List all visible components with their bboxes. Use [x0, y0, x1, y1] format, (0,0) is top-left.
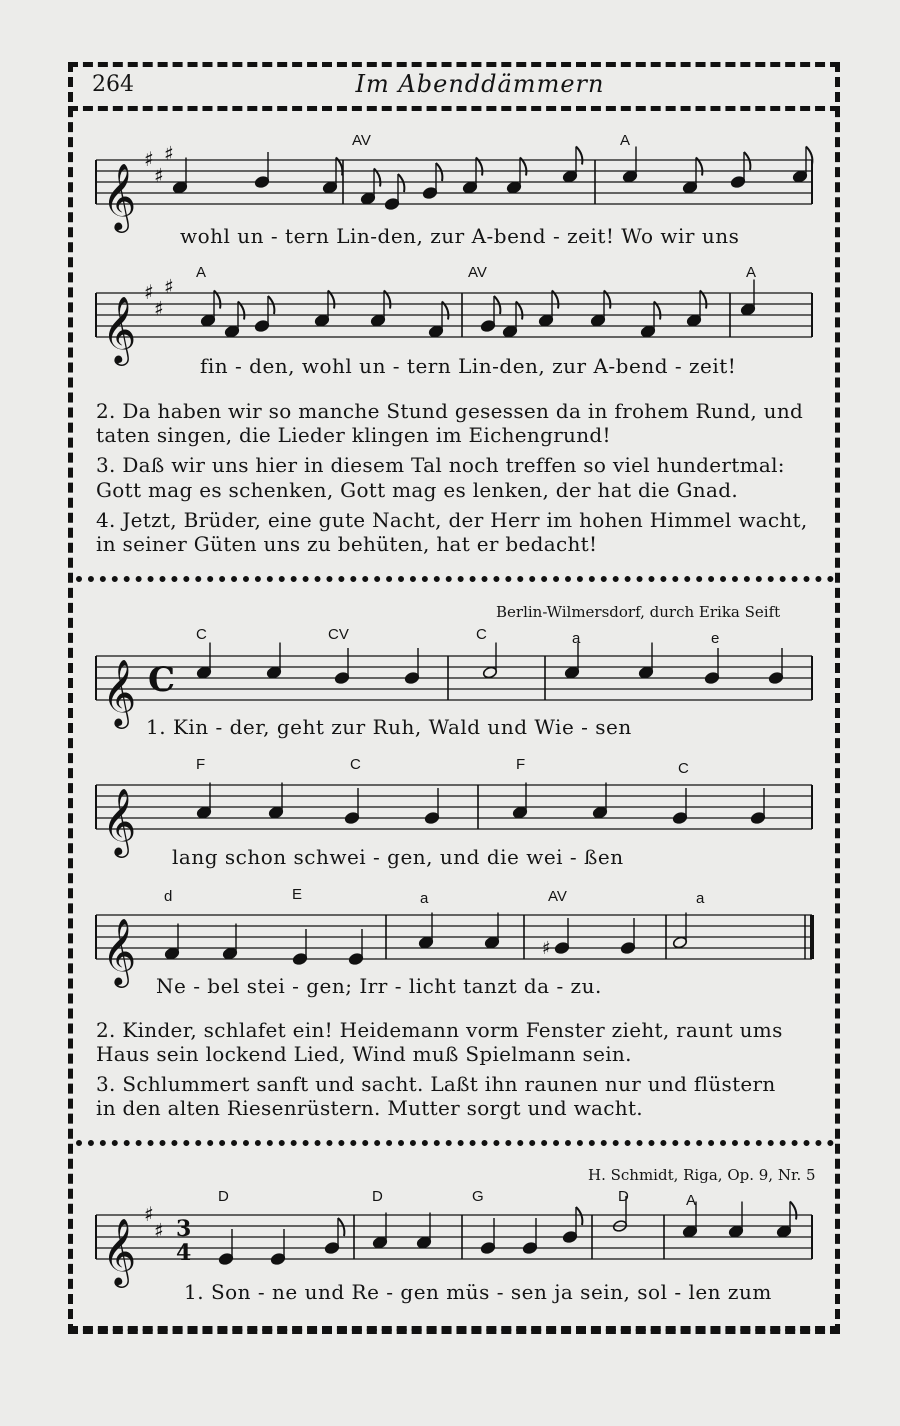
- verse-text: 2. Kinder, schlafet ein! Heidemann vorm Fenster zieht, raunt ums: [96, 1018, 783, 1042]
- chord-label: a: [420, 890, 429, 907]
- verse-text: Haus sein lockend Lied, Wind muß Spielmann sein.: [96, 1042, 632, 1066]
- chord-label: A: [746, 264, 757, 281]
- lyrics-line: 1. Son - ne und Re - gen müs - sen ja sein, sol - len zum: [184, 1280, 772, 1304]
- chord-label: AV: [352, 132, 371, 149]
- chord-label: d: [164, 888, 173, 905]
- verse-text: 4. Jetzt, Brüder, eine gute Nacht, der Herr im hohen Himmel wacht,: [96, 508, 808, 532]
- treble-clef-icon: 𝄞: [102, 658, 137, 726]
- chord-label: G: [472, 1188, 484, 1205]
- lyrics-line: wohl un - tern Lin-den, zur A-bend - zeit! Wo wir uns: [180, 224, 740, 248]
- verse-text: Gott mag es schenken, Gott mag es lenken, der hat die Gnad.: [96, 478, 738, 502]
- note-flag: [338, 1218, 344, 1236]
- treble-clef-icon: 𝄞: [102, 295, 137, 363]
- chord-label: AV: [548, 888, 567, 905]
- sharp-icon: ♯: [144, 147, 154, 171]
- sharp-icon: ♯: [164, 274, 174, 299]
- verse-text: 3. Schlummert sanft und sacht. Laßt ihn raunen nur und flüstern: [96, 1072, 776, 1096]
- sharp-icon: ♯: [164, 141, 174, 166]
- verse-text: in seiner Güten uns zu behüten, hat er bedacht!: [96, 532, 598, 556]
- note-flag: [790, 1202, 796, 1220]
- lyrics-line: Ne - bel stei - gen; Irr - licht tanzt da - zu.: [156, 974, 602, 998]
- treble-clef-icon: 𝄞: [102, 1217, 137, 1285]
- chord-label: C: [678, 760, 689, 777]
- page-number: 264: [92, 72, 134, 97]
- chord-label: C: [476, 626, 487, 643]
- running-title: Im Abenddämmern: [355, 70, 605, 98]
- sharp-icon: ♯: [144, 1202, 154, 1226]
- chord-label: E: [292, 886, 303, 903]
- chord-label: a: [696, 890, 705, 907]
- verse-text: 3. Daß wir uns hier in diesem Tal noch treffen so viel hundertmal:: [96, 453, 785, 477]
- sharp-icon: ♯: [542, 938, 551, 959]
- chord-label: D: [618, 1188, 629, 1205]
- verse-text: 2. Da haben wir so manche Stund gesessen da in frohem Rund, und: [96, 399, 804, 423]
- footer-rule: [68, 1326, 840, 1331]
- time-signature-top: 3: [176, 1216, 192, 1242]
- chord-label: F: [196, 756, 206, 773]
- chord-label: a: [572, 630, 581, 647]
- song-credit: H. Schmidt, Riga, Op. 9, Nr. 5: [588, 1166, 816, 1184]
- treble-clef-icon: 𝄞: [102, 787, 137, 855]
- staff-group: [96, 1196, 812, 1288]
- chord-label: C: [196, 626, 207, 643]
- treble-clef-icon: 𝄞: [102, 162, 137, 230]
- chord-label: D: [218, 1188, 229, 1205]
- chord-label: A: [196, 264, 207, 281]
- chord-label: D: [372, 1188, 383, 1205]
- chord-label: CV: [328, 626, 349, 643]
- lyrics-line: fin - den, wohl un - tern Lin-den, zur A-bend - zeit!: [200, 354, 737, 378]
- sharp-icon: ♯: [144, 280, 154, 304]
- verse-text: taten singen, die Lieder klingen im Eichengrund!: [96, 423, 611, 447]
- lyrics-line: lang schon schwei - gen, und die wei - ßen: [172, 845, 624, 869]
- song-credit: Berlin-Wilmersdorf, durch Erika Seift: [496, 603, 781, 621]
- lyrics-line: 1. Kin - der, geht zur Ruh, Wald und Wie - sen: [146, 715, 632, 739]
- chord-label: A: [620, 132, 631, 149]
- chord-label: F: [516, 756, 526, 773]
- sharp-icon: ♯: [154, 296, 164, 321]
- verse-text: in den alten Riesenrüstern. Mutter sorgt und wacht.: [96, 1096, 643, 1120]
- chord-label: C: [350, 756, 361, 773]
- treble-clef-icon: 𝄞: [102, 917, 137, 985]
- time-signature-bottom: 4: [176, 1240, 192, 1266]
- sharp-icon: ♯: [154, 163, 164, 188]
- sharp-icon: ♯: [154, 1218, 164, 1243]
- chord-label: AV: [468, 264, 487, 281]
- chord-label: e: [711, 630, 720, 647]
- note-flag: [576, 1207, 582, 1225]
- chord-label: A: [686, 1192, 697, 1209]
- common-time-icon: C: [148, 660, 176, 700]
